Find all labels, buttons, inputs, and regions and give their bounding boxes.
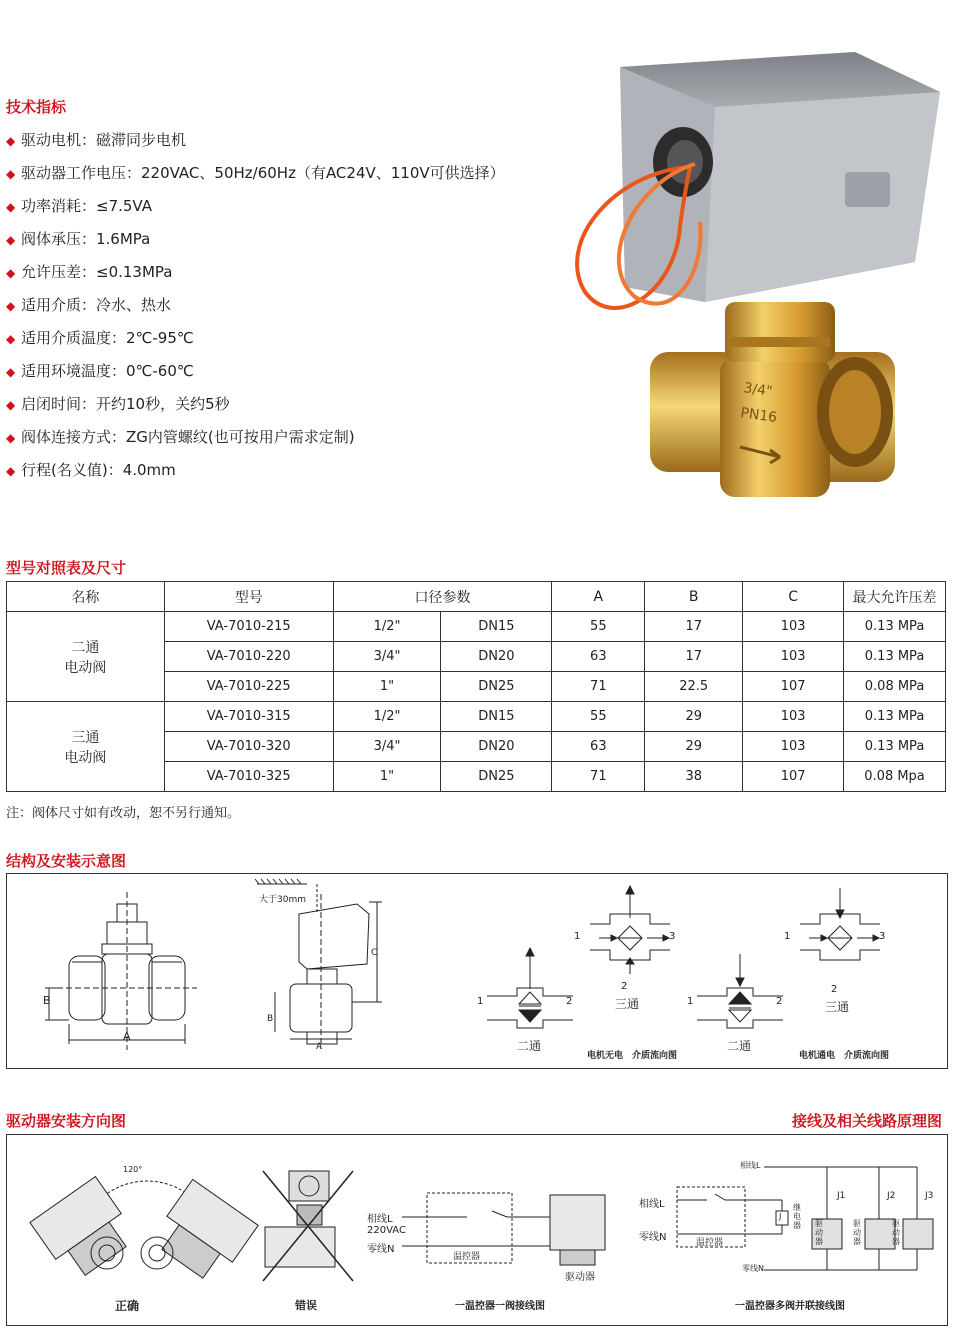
spec-item <box>6 163 505 196</box>
wiring1-actuator: 驱动器 <box>565 1272 595 1283</box>
bullet-diamond-icon: ◆ <box>6 134 16 148</box>
table-cell: 71 <box>552 762 645 792</box>
table-header-row <box>7 582 946 612</box>
table-cell: 107 <box>743 762 844 792</box>
table-cell: VA-7010-225 <box>164 672 333 702</box>
table-cell: DN25 <box>441 672 552 702</box>
install-title: 驱动器安装方向图 <box>6 1112 127 1130</box>
table-header-cell: 型号 <box>164 582 333 612</box>
table-cell: DN20 <box>441 642 552 672</box>
spec-item <box>6 229 505 262</box>
wiring1-live: 相线L <box>367 1214 393 1225</box>
dim-b-side-label: B <box>267 1014 274 1024</box>
wiring2-relay: 继电器 <box>793 1203 801 1230</box>
table-cell: 63 <box>552 642 645 672</box>
wiring2-live: 相线L <box>639 1199 665 1210</box>
spec-item <box>6 262 505 295</box>
wiring2-j1: J1 <box>837 1191 846 1201</box>
table-header-cell: A <box>552 582 645 612</box>
spec-item-text: 适用环境温度：0℃-60℃ <box>21 362 194 380</box>
bullet-diamond-icon: ◆ <box>6 167 16 181</box>
flow2-3way-port3: 3 <box>879 931 886 942</box>
flow2-twoway-label: 二通 <box>727 1039 752 1053</box>
valve-marking-pn: PN16 <box>739 405 779 427</box>
table-cell: DN20 <box>441 732 552 762</box>
flow1-threeway-label: 三通 <box>615 997 640 1011</box>
table-cell: 1" <box>333 672 441 702</box>
table-cell: VA-7010-320 <box>164 732 333 762</box>
table-header-cell: 口径参数 <box>333 582 552 612</box>
table-header-cell: C <box>743 582 844 612</box>
spec-item <box>6 427 505 460</box>
specs-title: 技术指标 <box>6 98 67 116</box>
table-cell: 29 <box>645 732 743 762</box>
wiring2-actuator-3: 驱动器 <box>892 1219 900 1246</box>
spec-item <box>6 328 505 361</box>
table-cell: VA-7010-315 <box>164 702 333 732</box>
spec-item-text: 适用介质温度：2℃-95℃ <box>21 329 194 347</box>
spec-item <box>6 196 505 229</box>
flow2-3way-port2: 2 <box>831 984 838 995</box>
valve-marking-size: 3/4" <box>742 380 774 400</box>
spec-item-text: 驱动电机：磁滞同步电机 <box>21 131 187 149</box>
flow1-port1: 1 <box>477 996 484 1007</box>
wiring2-actuator-2: 驱动器 <box>853 1219 861 1246</box>
table-cell: 17 <box>645 612 743 642</box>
wiring1-caption: 一温控器一阀接线图 <box>455 1301 545 1312</box>
dim-a-label: A <box>123 1030 131 1043</box>
structure-drawings <box>7 874 947 1068</box>
table-cell: VA-7010-325 <box>164 762 333 792</box>
table-row <box>7 702 946 732</box>
table-cell: 103 <box>743 642 844 672</box>
bullet-diamond-icon: ◆ <box>6 299 16 313</box>
table-cell: 107 <box>743 672 844 702</box>
spec-item-text: 驱动器工作电压：220VAC、50Hz/60Hz（有AC24V、110V可供选择） <box>21 164 505 182</box>
table-cell: 63 <box>552 732 645 762</box>
table-cell: DN15 <box>441 612 552 642</box>
wiring2-neutral: 零线N <box>639 1232 667 1243</box>
table-cell: VA-7010-220 <box>164 642 333 672</box>
table-cell: 55 <box>552 702 645 732</box>
structure-title: 结构及安装示意图 <box>6 852 127 870</box>
bullet-diamond-icon: ◆ <box>6 398 16 412</box>
table-cell: 103 <box>743 702 844 732</box>
table-cell: 17 <box>645 642 743 672</box>
spec-item-text: 启闭时间：开约10秒，关约5秒 <box>21 395 230 413</box>
flow1-3way-port2: 2 <box>621 981 628 992</box>
spec-item-text: 行程(名义值)：4.0mm <box>21 461 176 479</box>
bullet-diamond-icon: ◆ <box>6 266 16 280</box>
wiring2-relay-j: J <box>779 1212 782 1221</box>
table-cell: VA-7010-215 <box>164 612 333 642</box>
spec-item <box>6 394 505 427</box>
table-cell: 0.13 MPa <box>844 612 946 642</box>
table-title: 型号对照表及尺寸 <box>6 559 127 577</box>
table-cell: 3/4" <box>333 732 441 762</box>
spec-item <box>6 460 505 493</box>
wiring2-thermostat: 温控器 <box>696 1238 724 1248</box>
flow1-twoway-label: 二通 <box>517 1039 542 1053</box>
structure-panel <box>6 873 948 1069</box>
table-cell: 1" <box>333 762 441 792</box>
bullet-diamond-icon: ◆ <box>6 200 16 214</box>
spec-item-text: 适用介质：冷水、热水 <box>21 296 172 314</box>
wiring2-actuator-1: 驱动器 <box>815 1219 823 1246</box>
spec-item <box>6 361 505 394</box>
table-cell: 103 <box>743 732 844 762</box>
wiring1-voltage: 220VAC <box>367 1225 406 1236</box>
flow1-3way-port3: 3 <box>669 931 676 942</box>
bullet-diamond-icon: ◆ <box>6 365 16 379</box>
valve-product-image <box>555 52 955 502</box>
spec-item <box>6 130 505 163</box>
table-cell: 0.08 Mpa <box>844 762 946 792</box>
spec-item-text: 阀体承压：1.6MPa <box>21 230 151 248</box>
table-cell: 22.5 <box>645 672 743 702</box>
flow2-threeway-label: 三通 <box>825 1000 850 1014</box>
bullet-diamond-icon: ◆ <box>6 431 16 445</box>
motor-on-caption: 电机通电 介质流向图 <box>799 1051 890 1061</box>
table-header-cell: 名称 <box>7 582 165 612</box>
flow2-port1: 1 <box>687 996 694 1007</box>
dim-a-side-label: A <box>316 1042 323 1052</box>
table-cell: 0.13 MPa <box>844 642 946 672</box>
table-cell: 38 <box>645 762 743 792</box>
spec-list <box>6 130 505 493</box>
spec-item-text: 阀体连接方式：ZG内管螺纹(也可按用户需求定制) <box>21 428 355 446</box>
table-row <box>7 612 946 642</box>
wiring2-j3: J3 <box>925 1191 934 1201</box>
table-cell: 103 <box>743 612 844 642</box>
wiring1-thermostat: 温控器 <box>453 1252 481 1262</box>
wiring2-caption: 一温控器多阀并联接线图 <box>735 1301 845 1312</box>
model-spec-table <box>6 581 946 792</box>
dim-c-label: C <box>371 948 378 958</box>
table-cell: 0.13 MPa <box>844 702 946 732</box>
table-cell: 1/2" <box>333 702 441 732</box>
flow1-port2: 2 <box>566 996 573 1007</box>
flow2-port2: 2 <box>776 996 783 1007</box>
wrong-caption: 错误 <box>295 1299 317 1312</box>
table-cell: 71 <box>552 672 645 702</box>
table-note: 注：阀体尺寸如有改动，恕不另行通知。 <box>6 806 241 821</box>
table-cell: DN15 <box>441 702 552 732</box>
table-header-cell: 最大允许压差 <box>844 582 946 612</box>
bullet-diamond-icon: ◆ <box>6 332 16 346</box>
table-header-cell: B <box>645 582 743 612</box>
table-cell: 0.13 MPa <box>844 732 946 762</box>
table-cell: 29 <box>645 702 743 732</box>
install-wiring-panel <box>6 1134 948 1326</box>
spec-item <box>6 295 505 328</box>
table-cell: DN25 <box>441 762 552 792</box>
wiring-title: 接线及相关线路原理图 <box>792 1112 943 1130</box>
product-group-name: 三通 电动阀 <box>7 702 165 792</box>
wiring2-j2: J2 <box>887 1191 896 1201</box>
table-cell: 55 <box>552 612 645 642</box>
table-cell: 1/2" <box>333 612 441 642</box>
spec-item-text: 功率消耗：≤7.5VA <box>21 197 152 215</box>
bullet-diamond-icon: ◆ <box>6 464 16 478</box>
install-angle-label: 120° <box>123 1165 143 1174</box>
motor-off-caption: 电机无电 介质流向图 <box>587 1051 678 1061</box>
wiring1-neutral: 零线N <box>367 1244 395 1255</box>
correct-caption: 正确 <box>115 1299 140 1313</box>
table-cell: 0.08 MPa <box>844 672 946 702</box>
table-cell: 3/4" <box>333 642 441 672</box>
flow2-3way-port1: 1 <box>784 931 791 942</box>
spec-item-text: 允许压差：≤0.13MPa <box>21 263 173 281</box>
wiring2-neutral-bus: 零线N <box>742 1264 764 1273</box>
wiring2-live-bus: 相线L <box>740 1161 761 1170</box>
product-group-name: 二通 电动阀 <box>7 612 165 702</box>
flow1-3way-port1: 1 <box>574 931 581 942</box>
clearance-label: 大于30mm <box>259 895 306 905</box>
bullet-diamond-icon: ◆ <box>6 233 16 247</box>
dim-b-label: B <box>43 994 51 1007</box>
